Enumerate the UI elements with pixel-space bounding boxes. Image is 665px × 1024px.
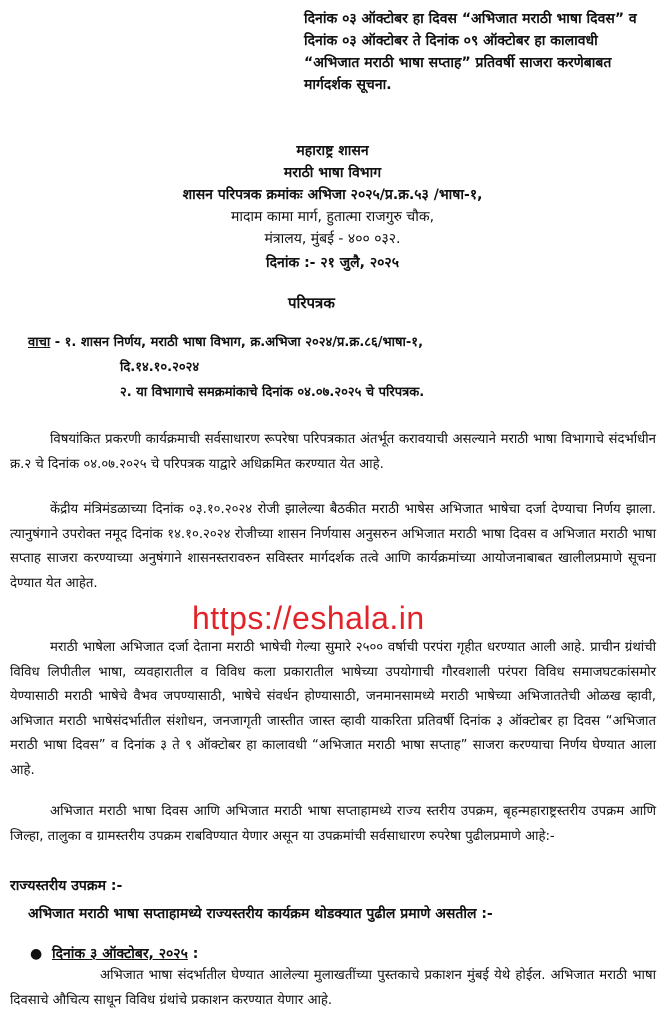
paragraph-3: मराठी भाषेला अभिजात दर्जा देताना मराठी भाषेची गेल्या सुमारे २५०० वर्षाची परपंरा गृहीत धरण्यात आली आहे. प्राचीन ग्रंथांची विविध लिपीतील भाषा, व्यवहारातील व विविध कला प्रकारातील भाषेच्या उपयोगाची गौरवशाली परंपरा विविध समाजघटकांसमोर येण्यासाठी मराठी भाषेचे वैभव जपण्यासाठी, भाषेचे संवर्धन होण्यासाठी, जनमानसामध्ये मराठी भाषेच्या अभिजाततेची ओळख व्हावी, अभिजात मराठी भाषेसंदर्भातील संशोधन, जनजागृती जास्तीत जास्त व्हावी याकरिता प्रतिवर्षी दिनांक ३ ऑक्टोबर हा दिवस “अभिजात मराठी भाषा दिवस” व दिनांक ३ ते ९ ऑक्टोबर हा कालावधी “अभिजात मराठी भाषा सप्ताह” साजरा करण्याचा निर्णय घेण्यात आला आहे. xyxy=(10,640,656,778)
list-item: ● दिनांक ३ ऑक्टोबर, २०२५ : xyxy=(30,946,199,962)
paragraph-2: केंद्रीय मंत्रिमंडळाच्या दिनांक ०३.१०.२०२४ रोजी झालेल्या बैठकीत मराठी भाषेस अभिजात भाषेचा दर्जा देण्याचा निर्णय झाला. त्यानुषंगाने उपरोक्त नमूद दिनांक १४.१०.२०२४ रोजीच्या शासन निर्णयास अनुसरुन अभिजात मराठी भाषा दिवस व अभिजात मराठी भाषा सप्ताह साजरा करण्याच्या अनुषंगाने शासनस्तरावरुन सविस्तर मार्गदर्शक तत्वे आणि कार्यक्रमांच्या आयोजनाबाबत खालीलप्रमाणे सूचना देण्यात येत आहेत. xyxy=(10,502,656,591)
govt-name: महाराष्ट्र शासन xyxy=(296,143,369,159)
section-heading: राज्यस्तरीय उपक्रम :- xyxy=(10,878,123,894)
section-subheading: अभिजात मराठी भाषा सप्ताहामध्ये राज्यस्तरीय कार्यक्रम थोडक्यात पुढील प्रमाणे असतील :- xyxy=(28,906,493,922)
read-label: वाचा xyxy=(28,335,51,350)
bullet-date: दिनांक ३ ऑक्टोबर, २०२५ xyxy=(51,946,188,962)
paragraph-1: विषयांकित प्रकरणी कार्यक्रमाची सर्वसाधारण रूपरेषा परिपत्रकात अंतर्भूत करावयाची असल्याने मराठी भाषा विभागाचे संदर्भाधीन क्र.२ चे दिनांक ०४.०७.२०२५ चे परिपत्रक याद्वारे अधिक्रमित करण्यात येत आहे. xyxy=(10,432,656,472)
address-line-1: मादाम कामा मार्ग, हुतात्मा राजगुरु चौक, xyxy=(230,209,435,225)
circular-date: दिनांक :- २१ जुलै, २०२५ xyxy=(266,255,399,271)
address-line-2: मंत्रालय, मुंबई - ४०० ०३२. xyxy=(264,231,401,247)
paragraph-4: अभिजात मराठी भाषा दिवस आणि अभिजात मराठी भाषा सप्ताहामध्ये राज्य स्तरीय उपक्रम, बृहन्महाराष्ट्रस्तरीय उपक्रम आणि जिल्हा, तालुका व ग्रामस्तरीय उपक्रम राबविण्यात येणार असून या उपक्रमांची सर्वसाधारण रुपरेषा पुढीलप्रमाणे आहे:- xyxy=(10,804,656,844)
circular-number: शासन परिपत्रक क्रमांकः अभिजा २०२५/प्र.क्र.५३ /भाषा-१, xyxy=(182,187,483,203)
reference-1: वाचा - १. शासन निर्णय, मराठी भाषा विभाग, क्र.अभिजा २०२४/प्र.क्र.८६/भाषा-१, xyxy=(28,335,424,350)
subject-heading: दिनांक ०३ ऑक्टोबर हा दिवस “अभिजात मराठी भाषा दिवस” व दिनांक ०३ ऑक्टोबर ते दिनांक ०९ ऑक्टोबर हा कालावधी “अभिजात मराठी भाषा सप्ताह” प्रतिवर्षी साजरा करणेबाबत मार्गदर्शक सूचना. xyxy=(304,11,637,93)
reference-1-cont: दि.१४.१०.२०२४ xyxy=(120,360,200,375)
watermark-url: https://eshala.in xyxy=(192,600,425,636)
department-name: मराठी भाषा विभाग xyxy=(283,165,382,181)
reference-2: २. या विभागाचे समक्रमांकाचे दिनांक ०४.०७.२०२५ चे परिपत्रक. xyxy=(120,385,425,400)
document-title: परिपत्रक xyxy=(288,294,335,312)
paragraph-5: अभिजात भाषा संदर्भातील घेण्यात आलेल्या मुलाखतींच्या पुस्तकाचे प्रकाशन मुंबई येथे होईल. अभिजात मराठी भाषा दिवसाचे औचित्य साधून विविध ग्रंथांचे प्रकाशन करण्यात येणार आहे. xyxy=(10,968,656,1008)
bullet-dot-icon: ● xyxy=(30,946,43,962)
references-block xyxy=(28,330,648,405)
